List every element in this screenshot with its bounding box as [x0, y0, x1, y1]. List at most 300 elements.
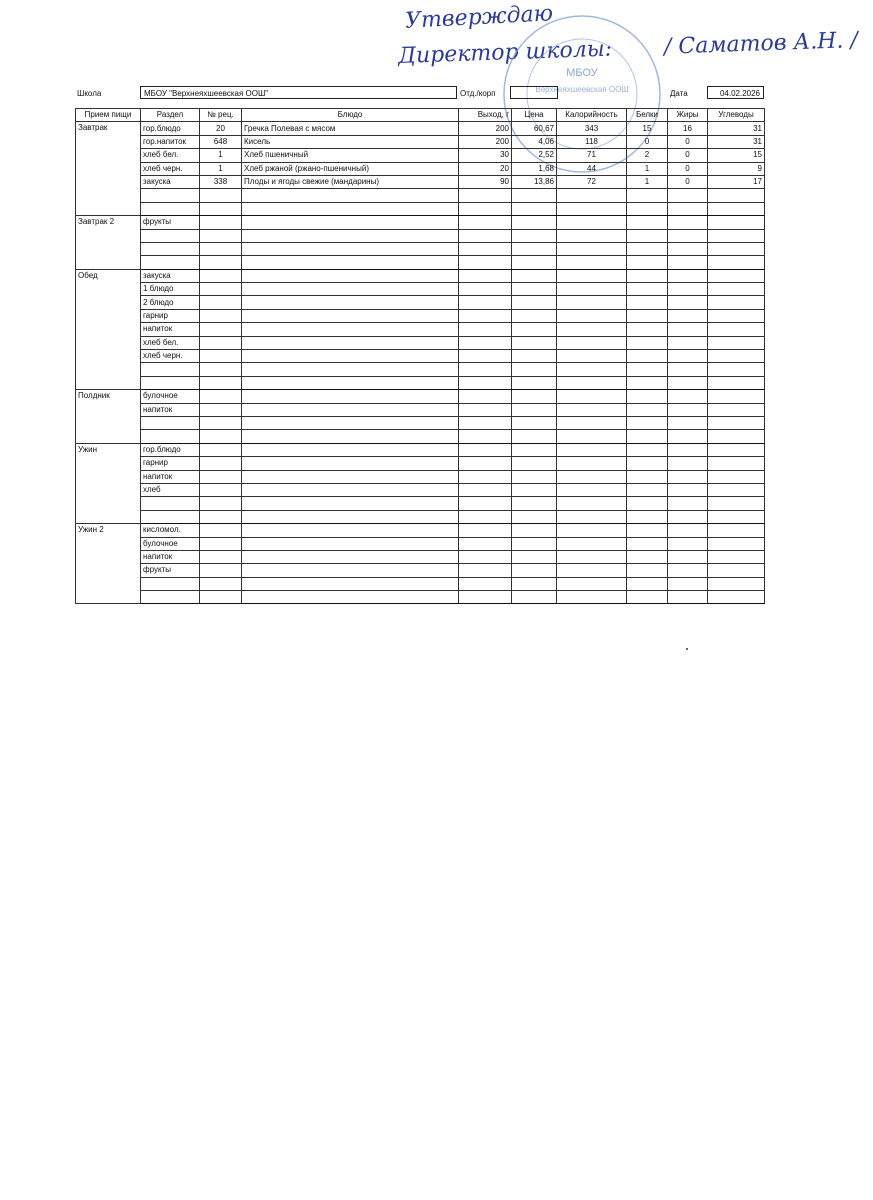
menu-cell — [557, 416, 627, 429]
menu-cell — [557, 309, 627, 322]
menu-cell — [141, 202, 200, 215]
menu-cell — [708, 497, 765, 510]
school-value-field[interactable]: МБОУ "Верхнеяхшеевская ООШ" — [140, 86, 457, 99]
menu-cell — [242, 510, 459, 523]
menu-cell — [668, 202, 708, 215]
menu-cell: 2 блюдо — [141, 296, 200, 309]
menu-cell: 60,67 — [512, 122, 557, 135]
menu-cell — [627, 216, 668, 229]
menu-cell: 44 — [557, 162, 627, 175]
menu-cell — [512, 550, 557, 563]
table-row — [76, 416, 765, 429]
menu-cell — [141, 497, 200, 510]
meal-name-cell: Обед — [76, 269, 141, 390]
menu-cell — [141, 577, 200, 590]
menu-cell — [708, 363, 765, 376]
menu-cell — [512, 510, 557, 523]
menu-cell — [668, 323, 708, 336]
menu-cell — [459, 564, 512, 577]
menu-cell: 13,86 — [512, 175, 557, 188]
menu-cell — [557, 189, 627, 202]
menu-cell — [557, 537, 627, 550]
menu-cell — [242, 497, 459, 510]
menu-cell: 0 — [668, 135, 708, 148]
menu-cell — [668, 309, 708, 322]
menu-cell: 15 — [627, 122, 668, 135]
menu-cell — [627, 350, 668, 363]
menu-cell — [200, 350, 242, 363]
menu-cell — [200, 323, 242, 336]
menu-cell: гор.блюдо — [141, 443, 200, 456]
menu-cell — [708, 229, 765, 242]
menu-cell — [557, 497, 627, 510]
menu-cell — [242, 416, 459, 429]
menu-cell — [557, 202, 627, 215]
menu-cell: хлеб бел. — [141, 336, 200, 349]
menu-cell — [708, 510, 765, 523]
table-row — [76, 430, 765, 443]
menu-cell: хлеб черн. — [141, 162, 200, 175]
menu-cell — [708, 336, 765, 349]
menu-cell — [627, 510, 668, 523]
menu-cell: 2 — [627, 149, 668, 162]
col-header-calories: Калорийность — [557, 109, 627, 122]
menu-cell — [242, 376, 459, 389]
menu-cell — [708, 443, 765, 456]
menu-cell: напиток — [141, 403, 200, 416]
menu-cell: закуска — [141, 269, 200, 282]
menu-cell — [627, 390, 668, 403]
menu-cell — [242, 336, 459, 349]
menu-cell — [242, 443, 459, 456]
menu-cell: 17 — [708, 175, 765, 188]
menu-cell: 71 — [557, 149, 627, 162]
menu-cell — [459, 336, 512, 349]
menu-cell — [459, 416, 512, 429]
menu-cell — [200, 403, 242, 416]
menu-cell — [200, 336, 242, 349]
menu-cell — [459, 256, 512, 269]
menu-cell — [668, 537, 708, 550]
menu-cell — [242, 189, 459, 202]
menu-cell — [708, 457, 765, 470]
table-row — [76, 350, 765, 363]
table-row — [76, 403, 765, 416]
menu-cell — [512, 470, 557, 483]
menu-cell — [512, 403, 557, 416]
menu-cell: Хлеб пшеничный — [242, 149, 459, 162]
menu-cell — [459, 591, 512, 604]
dept-label: Отд./корп — [460, 89, 496, 98]
menu-cell — [708, 269, 765, 282]
stamp-center-text: МБОУ — [566, 67, 598, 79]
menu-cell — [459, 269, 512, 282]
menu-cell — [200, 564, 242, 577]
menu-cell — [459, 537, 512, 550]
menu-cell — [708, 550, 765, 563]
menu-cell — [200, 390, 242, 403]
menu-cell — [200, 242, 242, 255]
menu-cell — [459, 443, 512, 456]
table-row — [76, 242, 765, 255]
menu-cell — [459, 229, 512, 242]
menu-cell — [708, 430, 765, 443]
menu-cell — [557, 577, 627, 590]
menu-cell — [708, 564, 765, 577]
col-header-yield: Выход, г — [459, 109, 512, 122]
school-label: Школа — [77, 89, 102, 98]
menu-cell — [668, 564, 708, 577]
menu-cell — [668, 269, 708, 282]
menu-cell — [200, 189, 242, 202]
menu-cell: 343 — [557, 122, 627, 135]
menu-cell — [141, 591, 200, 604]
menu-cell — [708, 256, 765, 269]
menu-cell: хлеб черн. — [141, 350, 200, 363]
menu-cell — [512, 229, 557, 242]
menu-cell — [627, 591, 668, 604]
menu-cell: 72 — [557, 175, 627, 188]
menu-cell — [200, 550, 242, 563]
menu-cell — [668, 189, 708, 202]
table-row — [76, 269, 765, 282]
menu-cell: 16 — [668, 122, 708, 135]
col-header-dish: Блюдо — [242, 109, 459, 122]
menu-cell — [708, 390, 765, 403]
menu-cell: 1 — [200, 149, 242, 162]
table-row — [76, 376, 765, 389]
menu-cell — [668, 591, 708, 604]
menu-cell: 1 блюдо — [141, 283, 200, 296]
menu-cell — [708, 591, 765, 604]
menu-cell — [627, 537, 668, 550]
menu-cell — [627, 403, 668, 416]
menu-cell — [512, 564, 557, 577]
menu-cell — [668, 390, 708, 403]
menu-cell — [459, 323, 512, 336]
table-row — [76, 483, 765, 496]
menu-cell — [557, 550, 627, 563]
menu-cell — [459, 470, 512, 483]
menu-cell: Кисель — [242, 135, 459, 148]
menu-cell — [141, 189, 200, 202]
menu-cell — [627, 376, 668, 389]
menu-cell — [242, 256, 459, 269]
col-header-section: Раздел — [141, 109, 200, 122]
menu-cell — [200, 296, 242, 309]
menu-cell: 0 — [668, 175, 708, 188]
menu-cell — [512, 591, 557, 604]
menu-cell: напиток — [141, 550, 200, 563]
menu-cell — [557, 229, 627, 242]
menu-cell — [242, 309, 459, 322]
menu-cell: фрукты — [141, 216, 200, 229]
menu-cell — [708, 416, 765, 429]
table-row — [76, 202, 765, 215]
menu-cell — [627, 269, 668, 282]
menu-cell — [557, 443, 627, 456]
menu-cell — [668, 283, 708, 296]
menu-cell — [242, 550, 459, 563]
menu-cell — [141, 376, 200, 389]
menu-cell — [668, 483, 708, 496]
director-title: Директор школы: — [397, 36, 613, 70]
table-row — [76, 189, 765, 202]
date-value-field[interactable]: 04.02.2026 — [707, 86, 764, 99]
menu-cell: напиток — [141, 323, 200, 336]
col-header-protein: Белки — [627, 109, 668, 122]
menu-cell — [627, 550, 668, 563]
table-row — [76, 229, 765, 242]
menu-cell — [627, 470, 668, 483]
menu-cell — [242, 296, 459, 309]
menu-cell — [512, 256, 557, 269]
menu-cell — [708, 470, 765, 483]
menu-cell: хлеб — [141, 483, 200, 496]
menu-cell — [627, 202, 668, 215]
menu-cell — [141, 242, 200, 255]
menu-cell — [459, 283, 512, 296]
menu-cell — [668, 497, 708, 510]
menu-cell — [557, 283, 627, 296]
menu-cell: 9 — [708, 162, 765, 175]
menu-cell — [459, 497, 512, 510]
menu-cell: 118 — [557, 135, 627, 148]
menu-cell — [459, 189, 512, 202]
table-row — [76, 470, 765, 483]
menu-cell — [627, 483, 668, 496]
menu-cell — [708, 323, 765, 336]
menu-cell: 1 — [627, 162, 668, 175]
meal-name-cell: Ужин — [76, 443, 141, 523]
menu-cell — [242, 283, 459, 296]
stray-mark — [686, 648, 688, 650]
meal-name-cell: Завтрак — [76, 122, 141, 216]
table-row — [76, 363, 765, 376]
menu-cell — [459, 242, 512, 255]
stamp-school-text: Верхнеяхшеевская ООШ — [535, 85, 629, 94]
menu-cell — [512, 376, 557, 389]
menu-cell — [242, 202, 459, 215]
menu-cell — [242, 483, 459, 496]
menu-cell — [459, 202, 512, 215]
menu-cell — [512, 336, 557, 349]
menu-cell: закуска — [141, 175, 200, 188]
menu-cell: 1 — [200, 162, 242, 175]
menu-cell — [459, 309, 512, 322]
table-row — [76, 283, 765, 296]
table-row — [76, 497, 765, 510]
menu-cell — [512, 350, 557, 363]
menu-cell: 31 — [708, 135, 765, 148]
menu-cell: Плоды и ягоды свежие (мандарины) — [242, 175, 459, 188]
menu-cell — [557, 524, 627, 537]
menu-cell — [512, 296, 557, 309]
menu-cell — [242, 242, 459, 255]
table-row — [76, 591, 765, 604]
table-row — [76, 296, 765, 309]
menu-cell — [242, 390, 459, 403]
meal-name-cell: Полдник — [76, 390, 141, 444]
menu-cell: кисломол. — [141, 524, 200, 537]
menu-cell — [141, 229, 200, 242]
menu-cell — [627, 416, 668, 429]
menu-cell — [708, 242, 765, 255]
menu-cell — [242, 524, 459, 537]
dept-value-field[interactable] — [510, 86, 558, 99]
menu-cell — [459, 510, 512, 523]
menu-cell: гор.напиток — [141, 135, 200, 148]
menu-cell — [627, 363, 668, 376]
menu-cell — [557, 216, 627, 229]
menu-cell — [668, 256, 708, 269]
table-row — [76, 323, 765, 336]
menu-cell — [512, 363, 557, 376]
menu-cell — [512, 242, 557, 255]
menu-cell — [200, 283, 242, 296]
meal-name-cell: Завтрак 2 — [76, 216, 141, 270]
menu-cell — [512, 497, 557, 510]
menu-cell — [627, 443, 668, 456]
menu-cell — [459, 524, 512, 537]
menu-cell — [242, 457, 459, 470]
menu-cell: Гречка Полевая с мясом — [242, 122, 459, 135]
menu-cell — [627, 309, 668, 322]
col-header-fat: Жиры — [668, 109, 708, 122]
menu-cell — [459, 403, 512, 416]
menu-cell — [200, 524, 242, 537]
menu-cell — [459, 296, 512, 309]
table-row — [76, 564, 765, 577]
menu-cell — [668, 296, 708, 309]
menu-cell — [627, 564, 668, 577]
menu-cell — [512, 524, 557, 537]
menu-cell — [459, 550, 512, 563]
table-row — [76, 122, 765, 135]
menu-cell — [141, 430, 200, 443]
menu-cell — [459, 483, 512, 496]
menu-cell: булочное — [141, 537, 200, 550]
menu-cell — [557, 376, 627, 389]
menu-cell: гарнир — [141, 309, 200, 322]
menu-cell — [200, 216, 242, 229]
menu-cell: 0 — [668, 149, 708, 162]
menu-cell — [200, 269, 242, 282]
menu-cell — [141, 363, 200, 376]
menu-cell: 200 — [459, 122, 512, 135]
menu-cell — [242, 269, 459, 282]
date-label: Дата — [670, 89, 688, 98]
table-row — [76, 537, 765, 550]
menu-cell — [708, 524, 765, 537]
col-header-recipe-no: № рец. — [200, 109, 242, 122]
menu-cell — [668, 216, 708, 229]
menu-cell — [557, 457, 627, 470]
menu-cell: 200 — [459, 135, 512, 148]
menu-cell — [668, 242, 708, 255]
menu-cell — [627, 323, 668, 336]
menu-cell — [627, 524, 668, 537]
menu-cell — [242, 591, 459, 604]
menu-cell — [668, 416, 708, 429]
menu-cell — [242, 430, 459, 443]
menu-cell — [708, 296, 765, 309]
menu-cell — [557, 510, 627, 523]
menu-cell — [512, 323, 557, 336]
menu-cell: 0 — [668, 162, 708, 175]
table-row — [76, 149, 765, 162]
menu-cell — [242, 229, 459, 242]
menu-cell — [459, 457, 512, 470]
menu-cell — [141, 510, 200, 523]
menu-cell — [512, 430, 557, 443]
approval-handwriting: Утверждаю — [404, 1, 554, 34]
menu-cell — [668, 470, 708, 483]
menu-cell — [242, 216, 459, 229]
menu-cell — [512, 216, 557, 229]
table-row — [76, 577, 765, 590]
meal-name-cell: Ужин 2 — [76, 524, 141, 604]
menu-cell — [708, 483, 765, 496]
menu-cell — [668, 336, 708, 349]
menu-cell: 0 — [627, 135, 668, 148]
menu-cell — [242, 537, 459, 550]
menu-table — [75, 108, 765, 604]
table-row — [76, 510, 765, 523]
menu-cell — [668, 577, 708, 590]
menu-cell — [557, 403, 627, 416]
menu-cell — [512, 189, 557, 202]
menu-cell — [459, 577, 512, 590]
menu-cell — [459, 350, 512, 363]
menu-cell — [668, 430, 708, 443]
menu-cell — [557, 564, 627, 577]
menu-cell — [512, 457, 557, 470]
menu-cell — [627, 242, 668, 255]
menu-cell — [459, 430, 512, 443]
menu-cell — [627, 336, 668, 349]
table-row — [76, 457, 765, 470]
menu-cell — [627, 189, 668, 202]
menu-cell — [512, 443, 557, 456]
menu-cell — [200, 309, 242, 322]
menu-cell — [200, 483, 242, 496]
menu-cell — [557, 256, 627, 269]
menu-cell — [512, 309, 557, 322]
menu-body — [76, 122, 765, 604]
menu-cell — [141, 256, 200, 269]
menu-cell — [708, 376, 765, 389]
menu-cell — [557, 470, 627, 483]
col-header-price: Цена — [512, 109, 557, 122]
menu-cell: 15 — [708, 149, 765, 162]
menu-cell: 648 — [200, 135, 242, 148]
menu-cell: 31 — [708, 122, 765, 135]
table-row — [76, 390, 765, 403]
col-header-meal: Прием пищи — [76, 109, 141, 122]
menu-cell — [512, 283, 557, 296]
menu-cell: 20 — [200, 122, 242, 135]
table-row — [76, 309, 765, 322]
menu-cell — [708, 577, 765, 590]
table-row — [76, 216, 765, 229]
menu-cell — [512, 577, 557, 590]
menu-cell — [200, 510, 242, 523]
menu-cell — [200, 497, 242, 510]
menu-cell: хлеб бел. — [141, 149, 200, 162]
menu-cell — [668, 510, 708, 523]
menu-cell — [708, 537, 765, 550]
